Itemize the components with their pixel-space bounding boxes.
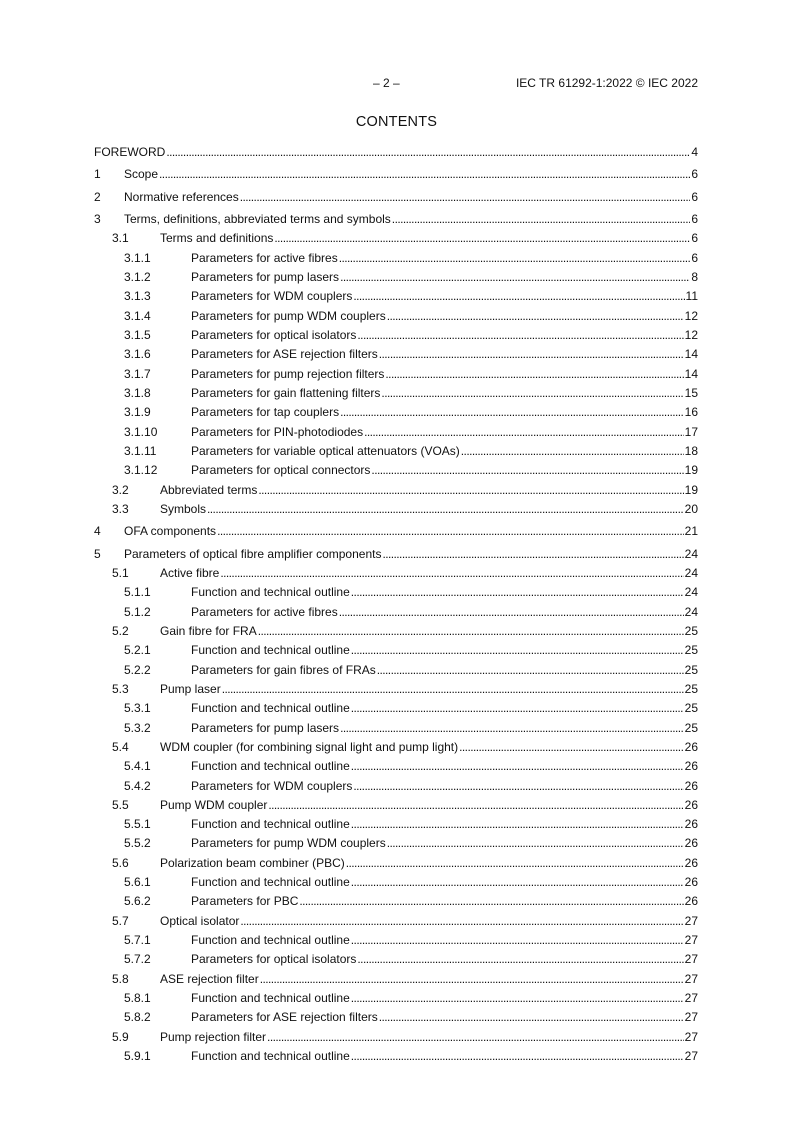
toc-entry-number: 5.4.2	[124, 778, 151, 793]
toc-entry[interactable]	[94, 522, 698, 541]
toc-entry-title[interactable]: Parameters for gain flattening filters	[191, 385, 381, 400]
toc-entry-page[interactable]: 26	[684, 836, 698, 851]
toc-entry-page[interactable]: 18	[684, 443, 698, 458]
toc-entry-page[interactable]: 27	[684, 1049, 698, 1064]
toc-dot-leader	[159, 165, 690, 184]
toc-entry[interactable]	[94, 384, 698, 403]
toc-entry[interactable]	[94, 461, 698, 480]
toc-entry-number: 5	[94, 546, 101, 561]
toc-entry-line	[160, 970, 698, 989]
toc-dot-leader	[351, 641, 684, 660]
toc-entry[interactable]	[94, 326, 698, 345]
toc-entry[interactable]	[94, 777, 698, 796]
toc-entry-number: 5.5	[112, 797, 129, 812]
toc-dot-leader	[461, 442, 684, 461]
toc-entry-number: 3.1.5	[124, 327, 151, 342]
toc-entry-number: 5.2.2	[124, 662, 151, 677]
toc-entry[interactable]	[94, 950, 698, 969]
toc-dot-leader	[382, 545, 683, 564]
toc-entry-number: 5.3.2	[124, 720, 151, 735]
toc-entry-title[interactable]: Parameters of optical fibre amplifier components	[124, 546, 382, 561]
toc-entry-number: 5.9.1	[124, 1049, 151, 1064]
toc-entry-number: 3.1.8	[124, 385, 151, 400]
toc-entry-page[interactable]: 6	[691, 211, 698, 226]
toc-entry-page[interactable]: 24	[684, 585, 698, 600]
toc-dot-leader	[166, 143, 690, 162]
toc-entry-page[interactable]: 25	[684, 681, 698, 696]
toc-entry-page[interactable]: 19	[684, 482, 698, 497]
toc-entry[interactable]	[94, 622, 698, 641]
toc-entry[interactable]	[94, 1047, 698, 1066]
toc-entry-page[interactable]: 26	[684, 739, 698, 754]
toc-dot-leader	[260, 970, 684, 989]
toc-entry-line	[191, 384, 698, 403]
toc-entry-title[interactable]: Parameters for optical connectors	[191, 463, 371, 478]
toc-entry-line	[191, 757, 698, 776]
toc-entry[interactable]	[94, 210, 698, 229]
toc-entry-line	[191, 461, 698, 480]
toc-dot-leader	[258, 622, 684, 641]
toc-entry-line	[191, 719, 698, 738]
toc-entry-title[interactable]: Parameters for PIN-photodiodes	[191, 424, 364, 439]
toc-dot-leader	[268, 796, 683, 815]
toc-entry[interactable]	[94, 500, 698, 519]
toc-entry-title[interactable]: Normative references	[124, 189, 239, 204]
toc-entry[interactable]	[94, 229, 698, 248]
toc-entry[interactable]	[94, 423, 698, 442]
toc-entry-page[interactable]: 15	[684, 385, 698, 400]
toc-entry-title[interactable]: Symbols	[160, 501, 207, 516]
toc-dot-leader	[339, 603, 684, 622]
toc-entry[interactable]	[94, 680, 698, 699]
toc-entry-line	[191, 583, 698, 602]
toc-entry-page[interactable]: 6	[691, 231, 698, 246]
toc-entry-line	[160, 500, 698, 519]
toc-entry-number: 3.1.4	[124, 308, 151, 323]
toc-entry-line	[191, 1008, 698, 1027]
toc-entry[interactable]	[94, 545, 698, 564]
toc-entry-title[interactable]: Parameters for PBC	[191, 894, 299, 909]
toc-entry-number: 5.5.2	[124, 836, 151, 851]
toc-entry-number: 5.4.1	[124, 759, 151, 774]
toc-entry-title[interactable]: Function and technical outline	[191, 585, 350, 600]
toc-entry-title[interactable]: Parameters for pump rejection filters	[191, 366, 385, 381]
toc-entry-title[interactable]: Pump WDM coupler	[160, 797, 268, 812]
toc-entry[interactable]	[94, 188, 698, 207]
toc-entry-number: 3.1.12	[124, 463, 158, 478]
toc-entry[interactable]	[94, 796, 698, 815]
toc-dot-leader	[340, 268, 690, 287]
toc-entry-number: 5.7.2	[124, 952, 151, 967]
toc-entry-line	[191, 326, 698, 345]
toc-entry-line	[191, 699, 698, 718]
toc-entry-title[interactable]: Optical isolator	[160, 913, 240, 928]
toc-entry[interactable]	[94, 854, 698, 873]
toc-entry-title[interactable]: Gain fibre for FRA	[160, 623, 257, 638]
toc-entry-page[interactable]: 11	[685, 289, 698, 304]
page-number: – 2 –	[373, 76, 400, 90]
toc-entry-title[interactable]: Parameters for ASE rejection filters	[191, 1010, 378, 1025]
toc-entry[interactable]	[94, 403, 698, 422]
toc-entry-line	[191, 661, 698, 680]
toc-entry-title[interactable]: OFA components	[124, 524, 217, 539]
toc-entry[interactable]	[94, 1008, 698, 1027]
toc-entry-page[interactable]: 26	[684, 759, 698, 774]
toc-dot-leader	[340, 403, 684, 422]
toc-entry-number: 3.2	[112, 482, 129, 497]
toc-entry[interactable]	[94, 931, 698, 950]
toc-entry-line	[191, 307, 698, 326]
toc-entry-page[interactable]: 25	[684, 701, 698, 716]
toc-entry[interactable]	[94, 345, 698, 364]
toc-entry-page[interactable]: 26	[684, 817, 698, 832]
toc-dot-leader	[346, 854, 684, 873]
toc-entry-line	[191, 249, 698, 268]
toc-entry-line	[191, 950, 698, 969]
toc-entry-title[interactable]: Parameters for optical isolators	[191, 327, 357, 342]
toc-entry-page[interactable]: 27	[684, 952, 698, 967]
toc-entry[interactable]	[94, 268, 698, 287]
toc-dot-leader	[353, 777, 683, 796]
toc-dot-leader	[351, 931, 684, 950]
toc-entry-number: 5.7.1	[124, 933, 151, 948]
toc-entry-title[interactable]: Parameters for active fibres	[191, 604, 338, 619]
toc-entry-page[interactable]: 27	[684, 933, 698, 948]
toc-dot-leader	[299, 892, 683, 911]
toc-dot-leader	[220, 564, 683, 583]
toc-entry-title[interactable]: Parameters for WDM couplers	[191, 289, 353, 304]
toc-entry-page[interactable]: 27	[684, 913, 698, 928]
toc-entry-number: 5.2.1	[124, 643, 151, 658]
toc-entry-line	[191, 873, 698, 892]
toc-entry[interactable]	[94, 738, 698, 757]
toc-dot-leader	[351, 699, 684, 718]
toc-entry[interactable]	[94, 442, 698, 461]
toc-entry-number: 5.6	[112, 855, 129, 870]
toc-entry-title[interactable]: FOREWORD	[94, 145, 166, 159]
toc-entry-line	[160, 854, 698, 873]
toc-entry-page[interactable]: 6	[691, 250, 698, 265]
toc-dot-leader	[351, 989, 684, 1008]
toc-dot-leader	[379, 1008, 684, 1027]
toc-entry-title[interactable]: ASE rejection filter	[160, 971, 259, 986]
toc-entry-line	[160, 738, 698, 757]
toc-entry-number: 5.3	[112, 681, 129, 696]
toc-entry-page[interactable]: 17	[684, 424, 698, 439]
toc-entry-title[interactable]: Polarization beam combiner (PBC)	[160, 855, 345, 870]
toc-entry[interactable]	[94, 564, 698, 583]
toc-entry[interactable]	[94, 481, 698, 500]
toc-entry[interactable]	[94, 583, 698, 602]
toc-entry-line	[191, 777, 698, 796]
toc-entry-page[interactable]: 8	[691, 269, 698, 284]
toc-entry-line	[191, 892, 698, 911]
toc-entry-page[interactable]: 24	[684, 546, 698, 561]
toc-entry-line	[191, 268, 698, 287]
toc-entry-number: 2	[94, 189, 101, 204]
toc-entry-title[interactable]: Parameters for pump WDM couplers	[191, 836, 386, 851]
toc-dot-leader	[274, 229, 690, 248]
toc-entry-title[interactable]: Abbreviated terms	[160, 482, 258, 497]
toc-dot-leader	[357, 326, 683, 345]
toc-dot-leader	[217, 522, 684, 541]
toc-entry-number: 5.1.1	[124, 585, 151, 600]
toc-dot-leader	[353, 287, 684, 306]
toc-entry-page[interactable]: 19	[684, 463, 698, 478]
toc-entry-title[interactable]: Active fibre	[160, 565, 220, 580]
toc-entry[interactable]	[94, 757, 698, 776]
toc-dot-leader	[267, 1028, 684, 1047]
toc-entry[interactable]	[94, 719, 698, 738]
toc-entry-line	[191, 931, 698, 950]
toc-entry-page[interactable]: 26	[684, 778, 698, 793]
toc-entry-line	[191, 641, 698, 660]
toc-entry-number: 5.5.1	[124, 817, 151, 832]
toc-entry-number: 1	[94, 167, 101, 182]
toc-entry-page[interactable]: 27	[684, 1010, 698, 1025]
toc-entry[interactable]	[94, 307, 698, 326]
toc-entry-page[interactable]: 24	[684, 604, 698, 619]
toc-dot-leader	[351, 815, 684, 834]
toc-entry-page[interactable]: 26	[684, 875, 698, 890]
toc-entry-page[interactable]: 24	[684, 565, 698, 580]
toc-entry[interactable]	[94, 661, 698, 680]
toc-dot-leader	[379, 345, 684, 364]
toc-entry-number: 5.2	[112, 623, 129, 638]
toc-entry-line	[191, 989, 698, 1008]
toc-dot-leader	[207, 500, 684, 519]
toc-entry[interactable]	[94, 1028, 698, 1047]
toc-entry-title[interactable]: Function and technical outline	[191, 817, 350, 832]
toc-entry-page[interactable]: 6	[691, 167, 698, 182]
toc-entry-page[interactable]: 25	[684, 623, 698, 638]
toc-entry-title[interactable]: Parameters for active fibres	[191, 250, 338, 265]
toc-entry-number: 3.1.6	[124, 347, 151, 362]
toc-entry-line	[124, 545, 698, 564]
toc-entry-line	[191, 815, 698, 834]
toc-entry[interactable]	[94, 641, 698, 660]
toc-entry-line	[191, 345, 698, 364]
toc-entry-line	[191, 442, 698, 461]
toc-dot-leader	[351, 873, 684, 892]
page-header	[0, 76, 793, 92]
toc-entry-page[interactable]: 27	[684, 991, 698, 1006]
toc-entry-title[interactable]: Function and technical outline	[191, 933, 350, 948]
toc-entry[interactable]	[94, 834, 698, 853]
toc-entry-number: 5.1.2	[124, 604, 151, 619]
toc-entry-title[interactable]: Parameters for pump WDM couplers	[191, 308, 386, 323]
toc-entry-page[interactable]: 20	[684, 501, 698, 516]
toc-entry-title[interactable]: Parameters for ASE rejection filters	[191, 347, 378, 362]
toc-entry-title[interactable]: Parameters for pump lasers	[191, 269, 340, 284]
toc-dot-leader	[392, 210, 691, 229]
toc-entry-line	[124, 165, 698, 184]
toc-entry-page[interactable]: 25	[684, 643, 698, 658]
toc-entry-line	[191, 403, 698, 422]
toc-entry-title[interactable]: WDM coupler (for combining signal light and pump light)	[160, 739, 459, 754]
toc-entry-title[interactable]: Parameters for variable optical attenuators (VOAs)	[191, 443, 460, 458]
toc-entry-number: 3.1.7	[124, 366, 151, 381]
toc-entry-title[interactable]: Function and technical outline	[191, 875, 350, 890]
toc-entry-page[interactable]: 25	[684, 720, 698, 735]
toc-entry-title[interactable]: Parameters for gain fibres of FRAs	[191, 662, 376, 677]
toc-dot-leader	[387, 834, 684, 853]
toc-entry[interactable]	[94, 892, 698, 911]
toc-entry[interactable]	[94, 249, 698, 268]
toc-entry[interactable]	[94, 603, 698, 622]
toc-dot-leader	[351, 1047, 684, 1066]
toc-entry-number: 5.6.1	[124, 875, 151, 890]
toc-dot-leader	[364, 423, 684, 442]
toc-entry-number: 5.3.1	[124, 701, 151, 716]
toc-entry-number: 5.8.2	[124, 1010, 151, 1025]
toc-entry-title[interactable]: Function and technical outline	[191, 991, 350, 1006]
toc-entry-title[interactable]: Pump laser	[160, 681, 221, 696]
toc-entry-number: 3.1.10	[124, 424, 158, 439]
toc-entry-line	[191, 1047, 698, 1066]
toc-dot-leader	[340, 719, 684, 738]
toc-entry[interactable]	[94, 143, 698, 162]
toc-dot-leader	[381, 384, 683, 403]
toc-dot-leader	[371, 461, 683, 480]
document-reference: IEC TR 61292-1:2022 © IEC 2022	[515, 76, 698, 90]
toc-entry[interactable]	[94, 873, 698, 892]
toc-entry-number: 3.3	[112, 501, 129, 516]
toc-entry-number: 5.7	[112, 913, 129, 928]
toc-entry-number: 5.8	[112, 971, 129, 986]
toc-entry-line	[191, 834, 698, 853]
toc-entry[interactable]	[94, 365, 698, 384]
toc-entry-page[interactable]: 27	[684, 1029, 698, 1044]
toc-entry[interactable]	[94, 287, 698, 306]
toc-dot-leader	[459, 738, 684, 757]
toc-entry-line	[160, 229, 698, 248]
toc-entry-title[interactable]: Scope	[124, 167, 159, 182]
toc-entry-line	[191, 287, 698, 306]
toc-entry-page[interactable]: 4	[691, 145, 698, 159]
toc-entry-number: 3.1.9	[124, 405, 151, 420]
page-title: CONTENTS	[355, 114, 438, 130]
toc-entry[interactable]	[94, 815, 698, 834]
toc-entry-line	[160, 680, 698, 699]
toc-entry-page[interactable]: 14	[684, 347, 698, 362]
toc-entry-page[interactable]: 26	[684, 855, 698, 870]
toc-entry-number: 5.9	[112, 1029, 129, 1044]
table-of-contents	[94, 143, 698, 1066]
toc-entry-number: 3	[94, 211, 101, 226]
toc-entry-title[interactable]: Pump rejection filter	[160, 1029, 267, 1044]
toc-dot-leader	[258, 481, 683, 500]
toc-dot-leader	[240, 188, 691, 207]
toc-dot-leader	[351, 583, 684, 602]
toc-entry[interactable]	[94, 699, 698, 718]
toc-entry-line	[191, 423, 698, 442]
toc-entry-page[interactable]: 25	[684, 662, 698, 677]
toc-entry-number: 3.1	[112, 231, 129, 246]
toc-entry-line	[160, 796, 698, 815]
toc-entry-page[interactable]: 27	[684, 971, 698, 986]
toc-entry-line	[160, 1028, 698, 1047]
toc-entry-line	[94, 143, 698, 162]
toc-entry-page[interactable]: 12	[684, 308, 698, 323]
toc-entry-number: 5.1	[112, 565, 129, 580]
toc-entry-title[interactable]: Function and technical outline	[191, 1049, 350, 1064]
toc-entry-number: 4	[94, 524, 101, 539]
toc-entry-title[interactable]: Terms, definitions, abbreviated terms and symbols	[124, 211, 391, 226]
toc-entry-title[interactable]: Terms and definitions	[160, 231, 274, 246]
toc-dot-leader	[222, 680, 684, 699]
toc-entry-line	[124, 188, 698, 207]
toc-entry[interactable]	[94, 165, 698, 184]
toc-entry-title[interactable]: Parameters for WDM couplers	[191, 778, 353, 793]
toc-entry-line	[160, 622, 698, 641]
toc-entry-line	[160, 481, 698, 500]
toc-entry-page[interactable]: 26	[684, 894, 698, 909]
toc-dot-leader	[339, 249, 691, 268]
toc-entry-line	[124, 522, 698, 541]
toc-entry-number: 3.1.1	[124, 250, 151, 265]
toc-entry-number: 3.1.11	[124, 443, 157, 458]
toc-entry-title[interactable]: Parameters for pump lasers	[191, 720, 340, 735]
toc-entry-number: 5.6.2	[124, 894, 151, 909]
toc-dot-leader	[240, 912, 683, 931]
toc-entry-page[interactable]: 26	[684, 797, 698, 812]
toc-entry-title[interactable]: Parameters for tap couplers	[191, 405, 340, 420]
toc-entry-title[interactable]: Parameters for optical isolators	[191, 952, 357, 967]
toc-entry[interactable]	[94, 989, 698, 1008]
toc-entry-number: 5.4	[112, 739, 129, 754]
toc-entry[interactable]	[94, 912, 698, 931]
toc-entry-page[interactable]: 21	[684, 524, 698, 539]
toc-dot-leader	[377, 661, 684, 680]
toc-entry-number: 5.8.1	[124, 991, 151, 1006]
toc-dot-leader	[385, 365, 683, 384]
toc-entry-title[interactable]: Function and technical outline	[191, 643, 350, 658]
toc-entry-page[interactable]: 16	[684, 405, 698, 420]
toc-entry-title[interactable]: Function and technical outline	[191, 759, 350, 774]
toc-entry-line	[124, 210, 698, 229]
toc-entry-number: 3.1.2	[124, 269, 151, 284]
toc-entry-page[interactable]: 12	[684, 327, 698, 342]
toc-dot-leader	[387, 307, 684, 326]
toc-entry-number: 3.1.3	[124, 289, 151, 304]
toc-entry-line	[160, 912, 698, 931]
toc-entry-line	[160, 564, 698, 583]
toc-entry-title[interactable]: Function and technical outline	[191, 701, 350, 716]
toc-dot-leader	[351, 757, 684, 776]
toc-entry-page[interactable]: 6	[691, 189, 698, 204]
toc-dot-leader	[357, 950, 683, 969]
toc-entry-line	[191, 603, 698, 622]
toc-entry-line	[191, 365, 698, 384]
toc-entry[interactable]	[94, 970, 698, 989]
toc-entry-page[interactable]: 14	[684, 366, 698, 381]
